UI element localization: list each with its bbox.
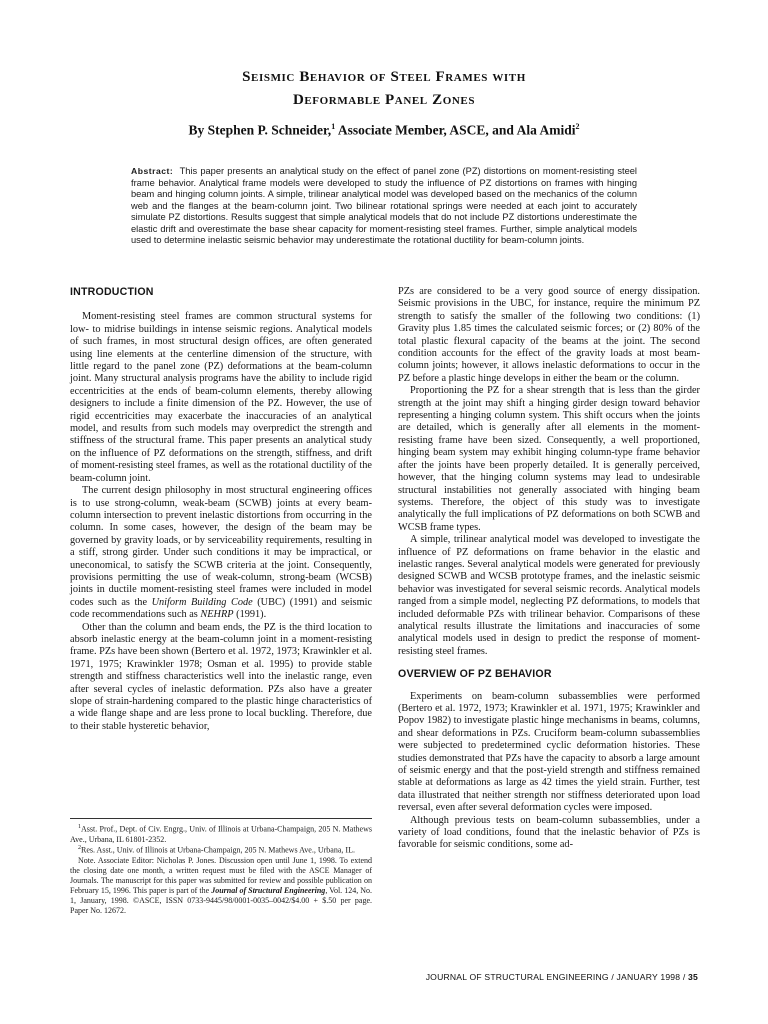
abstract-text: This paper presents an analytical study on the effect of panel zone (PZ) distortions on moment-resisting steel frame behavior. Analytical frame models were developed to study the influence of PZ distortions on frames with hinging beam and hinging column joints. A simple, trilinear analytical model was developed based on the mechanics of the column web and the flanges at the beam-column joint. Two bilinear rotational springs were needed at each joint to accurately simulate PZ distortions. Results suggest that simple analytical models that do not include PZ distortions underestimate the elastic drift and overestimate the base shear capacity for moment-resisting steel frames. Further, simple analytical models used to determine inelastic seismic behavior may underestimate the rotational ductility for beam-column joints. — [131, 166, 637, 245]
author-line — [60, 122, 708, 139]
footnote-1-mark: 1 — [78, 824, 81, 830]
title-line-1: Seismic Behavior of Steel Frames with — [242, 69, 526, 85]
intro-p2-text-b: (UBC) (1991) and seismic code recommendations such as — [70, 596, 373, 621]
footnote-2-mark: 2 — [78, 845, 81, 852]
paper-title — [100, 66, 668, 112]
ubc-citation: Uniform Building Code — [151, 596, 253, 608]
intro-paragraph-4: PZs are considered to be a very good source of energy dissipation. Seismic provisions in the UBC, for instance, require the minimum PZ strength to satisfy the smaller of the following two conditions: (1) Gravity plus 1.85 times the calculated seismic forces; or (2) 80% of the total plastic flexural capacity of the beams at the joint. The second condition accounts for the effect of the gravity loads at most beam-column joints; however, it allows inelastic deformations to occur in the PZ before a plastic hinge develops in either the beam or the column. — [398, 286, 700, 384]
intro-p2-text-a: The current design philosophy in most structural engineering offices is to use strong-column, weak-beam (SCWB) joints at every beam-column intersection to prevent inelastic distortions from occurring in the column. In some cases, however, the design of the beam may be governed by gravity loads, or by serviceability requirements, resulting in a stiff, strong girder. Under such conditions it may be impractical, or uneconomical, to satisfy the SCWB criteria at the joint. Consequently, provisions permitting the use of weak-column, strong-beam (WCSB) joints in ductile moment-resisting steel frames were included in model codes such as the — [70, 485, 372, 608]
introduction-heading: INTRODUCTION — [70, 286, 154, 298]
intro-paragraph-6: A simple, trilinear analytical model was developed to investigate the influence of PZ deformations on frame behavior in the elastic and inelastic ranges. Several analytical models were generated for previously designed SCWB and WCSB prototype frames, and the inelastic seismic behavior was investigated for several seismic records. Analytical models ranged from a simple model, neglecting PZ deformations, to models that included deformable PZs with trilinear behavior. Comparisons of these analytical results illustrate the limitations and inaccuracies of some analytical models used in design to predict the response of moment-resisting steel frames. — [398, 534, 700, 657]
note-text-a: Note. Associate Editor: Nicholas P. Jones. Discussion open until June 1, 1998. To extend the closing date one month, a written request must be filed with the ASCE Manager of Journals. The manuscript for this paper was submitted for review and possible publication on February 15, 1996. This paper is part of the — [70, 856, 372, 895]
right-column — [398, 286, 700, 852]
title-line-2: Deformable Panel Zones — [292, 92, 476, 108]
footnotes — [70, 818, 372, 915]
footnote-1 — [70, 823, 372, 844]
footnote-2 — [70, 844, 372, 856]
left-column — [70, 286, 372, 733]
author-middle: Associate Member, ASCE, and Ala Amidi — [335, 122, 576, 138]
intro-paragraph-3: Other than the column and beam ends, the PZ is the third location to absorb inelastic energy at the beam-column joint in a moment-resisting frame. PZs have been shown (Bertero et al. 1972, 1973; Krawinkler et al. 1971, 1975; Krawinkler 1978; Osman et al. 1995) to provide stable strength and stiffness characteristics well into the inelastic range, even after several cycles of inelastic deformation. PZs also have a greater slope of strain-hardening compared to the plastic hinge characteristics of a wide flange shape and are less prone to local buckling. Therefore, due to their stable hysteretic behavior, — [70, 621, 372, 732]
intro-paragraph-1: Moment-resisting steel frames are common structural systems for low- to midrise buildings in intense seismic regions. Analytical models of such frames, in most structural design offices, are often generated using line elements at the centerline dimension of the structure, with little regard to the panel zone (PZ) deformations at the beam-column joint. Many structural analysis programs have the ability to include rigid eccentricities at the ends of beam-column elements, thereby allowing designers to include a finite dimension of the PZ. However, the use of rigid eccentricities may exacerbate the inaccuracies of an analytical model, and results from such models may overpredict the strength and stiffness of the structural frame. This paper presents an analytical study on the influence of PZ deformations on the strength, stiffness, and drift of moment-resisting steel frames, as well as the rotational ductility of the beam-column joint. — [70, 311, 372, 484]
overview-heading: OVERVIEW OF PZ BEHAVIOR — [398, 668, 552, 681]
page-number: 35 — [688, 972, 698, 982]
editorial-note — [70, 856, 372, 915]
intro-paragraph-2 — [70, 485, 372, 621]
journal-name: Journal of Structural Engineering — [211, 885, 326, 895]
footnote-1-text: Asst. Prof., Dept. of Civ. Engrg., Univ. of Illinois at Urbana-Champaign, 205 N. Mathews Ave., Urbana, IL 61801-2352. — [70, 824, 372, 844]
intro-p2-text-c: (1991). — [233, 609, 267, 621]
overview-paragraph-2: Although previous tests on beam-column subassemblies, under a variety of load conditions, found that the inelastic behavior of PZs is favorable for seismic conditions, some ad- — [398, 814, 700, 851]
author-footnote-mark-1: 1 — [331, 122, 336, 131]
running-footer — [426, 972, 698, 982]
intro-paragraph-5: Proportioning the PZ for a shear strength that is less than the girder strength at the joint may shift a hinging girder design toward behavior representing a hinging column system. This shift occurs when the joints are detailed, which is generally after all elements in the moment-resisting frame have been sized. Consequently, a well proportioned, hinging beam system may exhibit hinging column-type frame behavior after the joints have been properly detailed. It is generally perceived, however, that the hinging column systems may lead to undesirable structural instabilities not generally associated with hinging beam systems. Therefore, the object of this study was to investigate analytically the full implications of PZ deformations on both SCWB and WCSB frame types. — [398, 385, 700, 533]
author-footnote-mark-2: 2 — [575, 122, 580, 131]
note-text-b: , Vol. 124, No. 1, January, 1998. ©ASCE, ISSN 0733-9445/98/0001-0035–0042/$4.00 + $.50 per page. Paper No. 12672. — [70, 885, 372, 915]
author-prefix: By Stephen P. Schneider, — [188, 122, 332, 138]
footnote-2-text: Res. Asst., Univ. of Illinois at Urbana-Champaign, 205 N. Mathews Ave., Urbana, IL. — [81, 846, 355, 856]
abstract — [131, 166, 637, 247]
abstract-label: Abstract: — [131, 166, 174, 176]
nehrp-citation: NEHRP — [200, 609, 234, 621]
footer-journal: JOURNAL OF STRUCTURAL ENGINEERING / JANUARY 1998 / — [425, 972, 689, 982]
overview-paragraph-1: Experiments on beam-column subassemblies were performed (Bertero et al. 1972, 1973; Krawinkler et al. 1971, 1975; Krawinkler and Popov 1982) to investigate plastic hinge mechanisms in beams, columns, and shear deformations in PZs. Cruciform beam-column subassemblies were subjected to predetermined cyclic deformation histories. These studies demonstrated that PZs have the capacity to absorb a large amount of seismic energy and that the post-yield strength and stiffness remained stable at deformations as large as 42 times the yield strain. Further, test data illustrated that neither strength nor stiffness deteriorated upon load reversal, even after several deformation cycles were imposed. — [398, 690, 700, 814]
